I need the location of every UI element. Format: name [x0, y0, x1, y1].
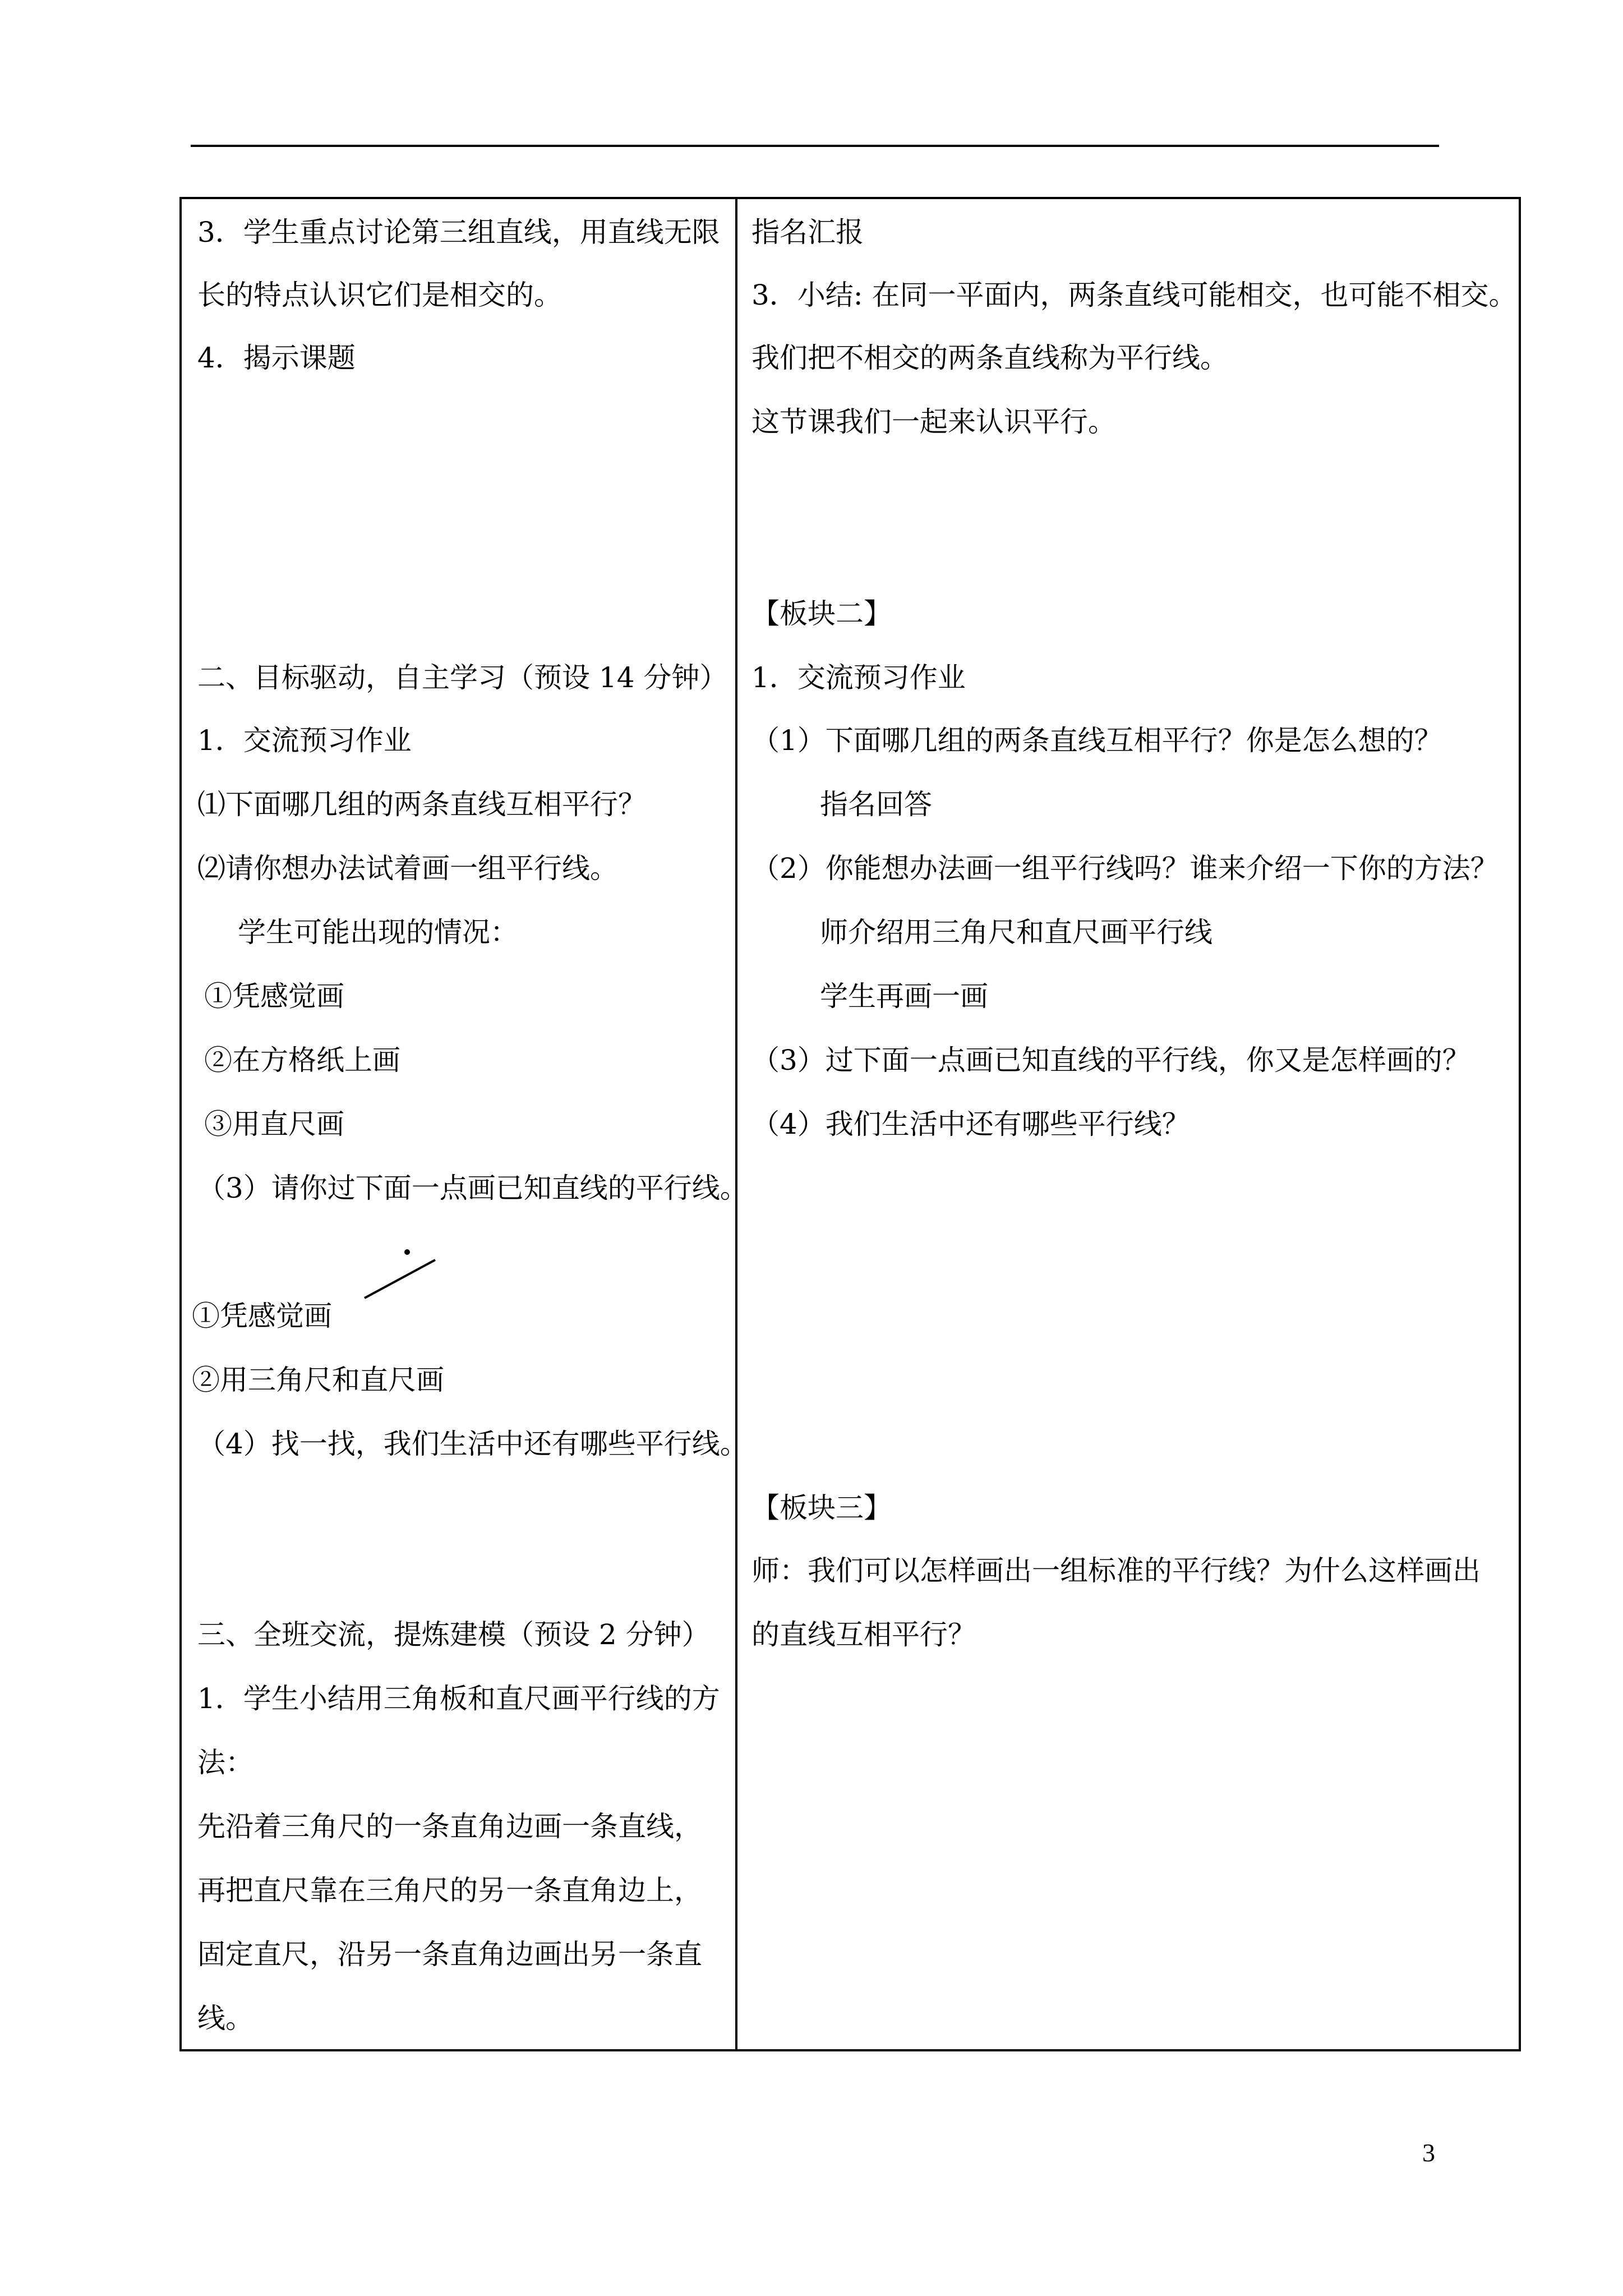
left-line-21: 固定直尺，沿另一条直角边画出另一条直 — [197, 1938, 702, 1971]
right-line-6: 1．交流预习作业 — [751, 661, 966, 694]
left-line-17: 1．学生小结用三角板和直尺画平行线的方 — [197, 1682, 720, 1715]
left-line-13: ①凭感觉画 — [192, 1300, 332, 1332]
page-number: 3 — [1422, 2138, 1435, 2167]
left-line-7: ⑵请你想办法试着画一组平行线。 — [197, 852, 618, 885]
left-line-16: 三、全班交流，提炼建模（预设 2 分钟） — [197, 1618, 710, 1651]
left-line-5: 1．交流预习作业 — [197, 724, 412, 757]
left-line-9: ①凭感觉画 — [204, 980, 344, 1013]
right-line-15: 师：我们可以怎样画出一组标准的平行线？为什么这样画出 — [751, 1554, 1481, 1587]
right-line-2: 3．小结: 在同一平面内，两条直线可能相交，也可能不相交。 — [751, 279, 1517, 311]
right-line-13: （4）我们生活中还有哪些平行线？ — [751, 1108, 1190, 1140]
left-line-2: 长的特点认识它们是相交的。 — [197, 279, 562, 311]
left-line-1: 3．学生重点讨论第三组直线，用直线无限 — [197, 216, 720, 249]
left-line-15: （4）找一找，我们生活中还有哪些平行线。 — [197, 1428, 748, 1460]
left-line-22: 线。 — [197, 2002, 253, 2035]
left-line-12: （3）请你过下面一点画已知直线的平行线。 — [197, 1172, 748, 1204]
left-line-18: 法： — [197, 1746, 253, 1779]
left-line-19: 先沿着三角尺的一条直角边画一条直线， — [197, 1810, 702, 1843]
left-line-3: 4．揭示课题 — [197, 342, 356, 374]
right-line-5: 【板块二】 — [751, 597, 892, 630]
right-line-12: （3）过下面一点画已知直线的平行线，你又是怎样画的？ — [751, 1044, 1470, 1076]
right-line-8: 指名回答 — [820, 788, 932, 821]
left-line-14: ②用三角尺和直尺画 — [192, 1364, 444, 1396]
right-line-16: 的直线互相平行？ — [751, 1618, 976, 1651]
left-line-20: 再把直尺靠在三角尺的另一条直角边上， — [197, 1874, 702, 1907]
right-line-4: 这节课我们一起来认识平行。 — [751, 406, 1116, 438]
right-line-10: 师介绍用三角尺和直尺画平行线 — [820, 916, 1212, 949]
right-line-9: （2）你能想办法画一组平行线吗？谁来介绍一下你的方法？ — [751, 852, 1498, 885]
right-line-1: 指名汇报 — [751, 216, 864, 249]
right-line-11: 学生再画一画 — [820, 980, 988, 1013]
left-line-8: 学生可能出现的情况： — [238, 916, 518, 949]
left-line-6: ⑴下面哪几组的两条直线互相平行？ — [197, 788, 646, 821]
left-line-10: ②在方格纸上画 — [204, 1044, 400, 1076]
left-line-4: 二、目标驱动，自主学习（预设 14 分钟） — [197, 661, 728, 694]
right-line-7: （1）下面哪几组的两条直线互相平行？你是怎么想的？ — [751, 724, 1442, 757]
header-rule — [191, 145, 1439, 147]
point-and-line-figure — [359, 1244, 449, 1306]
right-line-14: 【板块三】 — [751, 1492, 892, 1524]
column-divider — [735, 197, 737, 2051]
left-line-11: ③用直尺画 — [204, 1108, 344, 1140]
right-line-3: 我们把不相交的两条直线称为平行线。 — [751, 342, 1228, 374]
